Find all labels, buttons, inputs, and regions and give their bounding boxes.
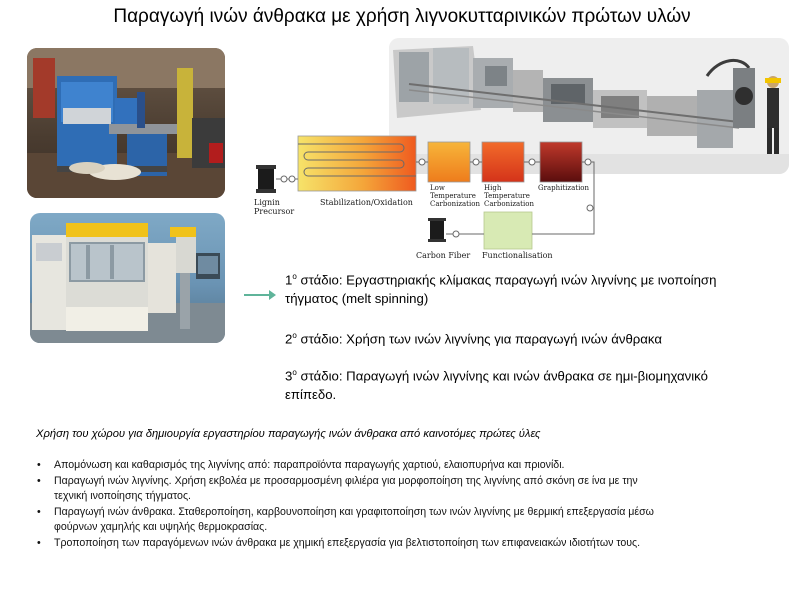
list-item: • Παραγωγή ινών άνθρακα. Σταθεροποίηση, καρβουνοποίηση και γραφιτοποίηση των ινών λιγνίνης με θερμική επεξεργασία μέσω φούρνων χαμηλής και υψηλής θερμοκρασίας. (37, 505, 654, 534)
lab-extruder-photo (27, 48, 225, 198)
bullet-icon: • (37, 459, 41, 471)
right-arrow-icon (243, 288, 277, 302)
lignin-spool-icon (256, 165, 276, 193)
functionalisation-box (484, 212, 532, 249)
bullet-icon: • (37, 505, 41, 518)
lignin-precursor-label: Lignin Precursor (254, 198, 295, 217)
section-title: Χρήση του χώρου για δημιουργία εργαστηρίου παραγωγής ινών άνθρακα από καινοτόμες πρώτες ύλες (36, 428, 541, 440)
stage-3-text: $3^o$ στάδιο: Παραγωγή ινών λιγνίνης και ινών άνθρακα σε ημι-βιομηχανικό επίπεδο. (285, 368, 708, 402)
functionalisation-label: Functionalisation (482, 251, 553, 260)
low-temp-label: Low Temperature Carbonization (430, 184, 480, 209)
carbon-fiber-spool-icon (428, 218, 446, 242)
bullet-icon: • (37, 536, 41, 549)
stabilization-label: Stabilization/Oxidation (320, 198, 413, 207)
bullet-icon: • (37, 474, 41, 487)
spinning-line-photo (30, 213, 225, 343)
slide-title: Παραγωγή ινών άνθρακα με χρήση λιγνοκυτταρινικών πρώτων υλών (113, 6, 691, 27)
bullet-list (36, 458, 776, 551)
low-temp-oven (428, 142, 470, 182)
list-item: • Απομόνωση και καθαρισμός της λιγνίνης από: παραπροϊόντα παραγωγής χαρτιού, ελαιοπυρήνα και πριονίδι. (36, 458, 776, 474)
stage-1-text: $1^o$ στάδιο: Εργαστηριακής κλίμακας παραγωγή ινών λιγνίνης με ινοποίηση τήγματος (melt spinning) (285, 272, 717, 306)
carbon-fiber-label: Carbon Fiber (416, 251, 471, 260)
graphitization-oven (540, 142, 582, 182)
graphitization-label: Graphitization (538, 184, 590, 192)
high-temp-label: High Temperature Carbonization (484, 184, 534, 209)
stage-2-text: $2^o$ στάδιο: Χρήση των ινών λιγνίνης για παραγωγή ινών άνθρακα (285, 331, 662, 347)
high-temp-oven (482, 142, 524, 182)
list-item: • Τροποποίηση των παραγόμενων ινών άνθρακα με χημική επεξεργασία για βελτιστοποίηση των επιφανειακών ιδιοτήτων τους. (36, 536, 776, 552)
process-diagram (250, 134, 610, 264)
list-item: • Παραγωγή ινών λιγνίνης. Χρήση εκβολέα με προσαρμοσμένη φιλιέρα για μορφοποίηση της λιγνίνης από σκόνη σε ίνα με την τεχνική ινοποίησης τήγματος. (37, 474, 638, 503)
